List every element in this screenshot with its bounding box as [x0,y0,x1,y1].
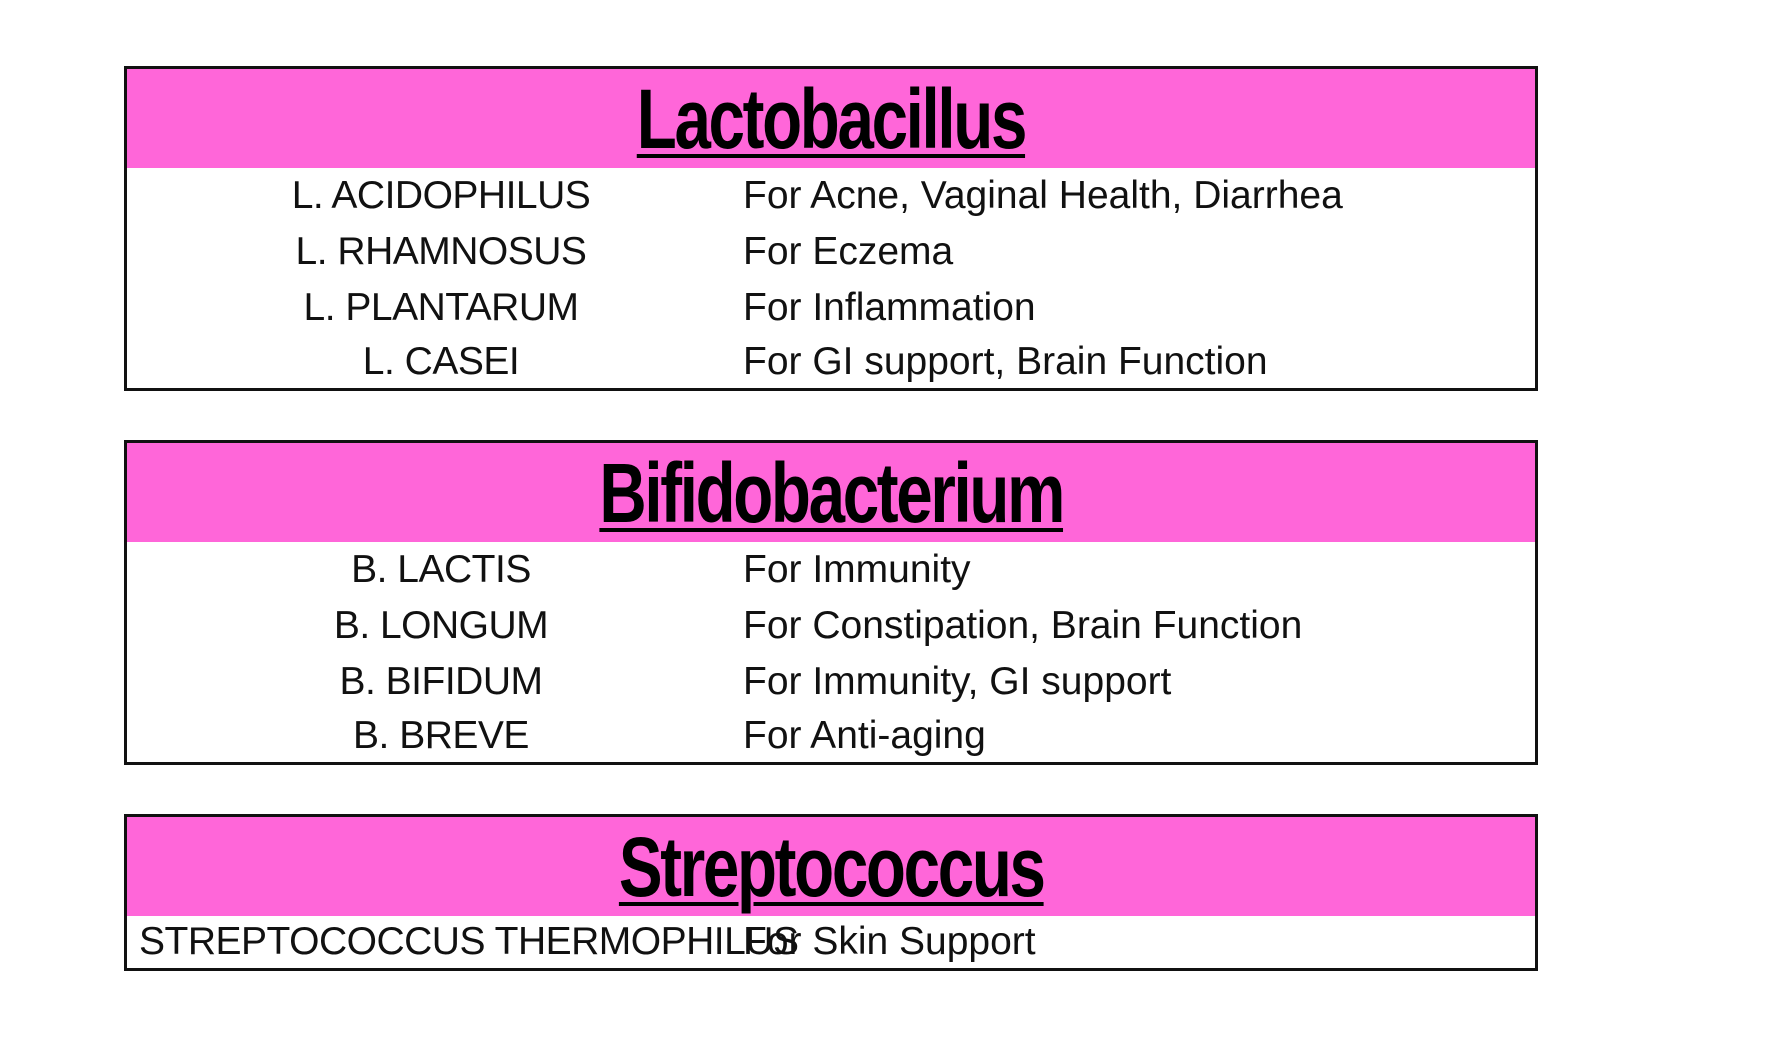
lactobacillus-table [124,66,1538,391]
strain-benefit: For Immunity [743,548,971,591]
strain-benefit: For GI support, Brain Function [743,340,1268,383]
section-title: Bifidobacterium [599,445,1063,540]
section-title: Lactobacillus [636,71,1026,166]
table-row [127,280,1535,336]
strain-name: L. ACIDOPHILUS [291,174,591,217]
table-row [127,542,1535,598]
strain-name: STREPTOCOCCUS THERMOPHILUS [139,920,799,963]
strain-benefit: For Constipation, Brain Function [743,604,1303,647]
table-row [127,224,1535,280]
strain-name: L. PLANTARUM [303,286,579,329]
strain-benefit: For Eczema [743,230,954,273]
table-row [127,654,1535,710]
lactobacillus-header [127,69,1535,168]
section-title: Streptococcus [618,819,1044,914]
strain-name: L. CASEI [362,340,520,383]
strain-name: B. BREVE [353,714,529,757]
strain-benefit: For Skin Support [743,920,1036,963]
table-row [127,916,1535,968]
strain-benefit: For Anti-aging [743,714,986,757]
table-row [127,710,1535,762]
streptococcus-header [127,817,1535,916]
streptococcus-table [124,814,1538,971]
strain-name: B. LACTIS [351,548,531,591]
strain-name: B. LONGUM [333,604,549,647]
strain-benefit: For Acne, Vaginal Health, Diarrhea [743,174,1343,217]
table-row [127,336,1535,388]
strain-name: B. BIFIDUM [339,660,543,703]
strain-name: L. RHAMNOSUS [295,230,587,273]
bifidobacterium-header [127,443,1535,542]
strain-benefit: For Immunity, GI support [743,660,1172,703]
bifidobacterium-table [124,440,1538,765]
strain-benefit: For Inflammation [743,286,1036,329]
table-row [127,168,1535,224]
table-row [127,598,1535,654]
